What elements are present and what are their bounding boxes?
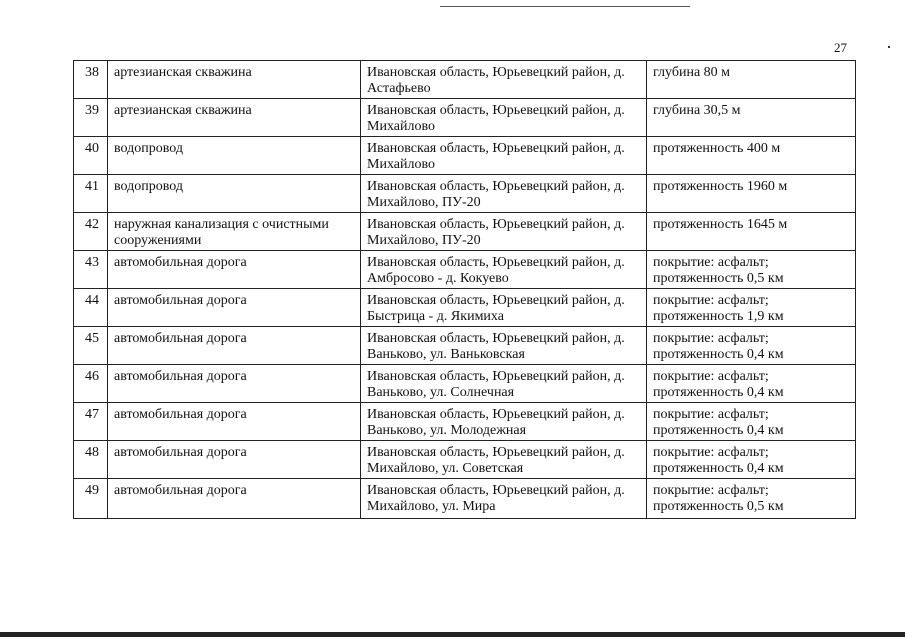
- row-number: 47: [74, 403, 108, 441]
- table-row: [74, 441, 856, 479]
- object-characteristics: покрытие: асфальт; протяженность 0,4 км: [647, 441, 856, 479]
- object-name: автомобильная дорога: [108, 251, 361, 289]
- object-location: Ивановская область, Юрьевецкий район, д. Амбросово - д. Кокуево: [361, 251, 647, 289]
- object-name: автомобильная дорога: [108, 479, 361, 519]
- table-row: [74, 327, 856, 365]
- object-name: автомобильная дорога: [108, 365, 361, 403]
- object-characteristics: покрытие: асфальт; протяженность 1,9 км: [647, 289, 856, 327]
- row-number: 49: [74, 479, 108, 519]
- object-characteristics: покрытие: асфальт; протяженность 0,4 км: [647, 365, 856, 403]
- table-row: [74, 175, 856, 213]
- object-name: артезианская скважина: [108, 61, 361, 99]
- object-location: Ивановская область, Юрьевецкий район, д. Ваньково, ул. Ваньковская: [361, 327, 647, 365]
- table-row: [74, 403, 856, 441]
- object-characteristics: покрытие: асфальт; протяженность 0,5 км: [647, 479, 856, 519]
- object-name: автомобильная дорога: [108, 403, 361, 441]
- object-name: наружная канализация с очистными сооружениями: [108, 213, 361, 251]
- object-location: Ивановская область, Юрьевецкий район, д. Михайлово, ул. Советская: [361, 441, 647, 479]
- row-number: 39: [74, 99, 108, 137]
- table-row: [74, 99, 856, 137]
- row-number: 44: [74, 289, 108, 327]
- table-body: [74, 61, 856, 519]
- property-table: [73, 60, 856, 519]
- object-location: Ивановская область, Юрьевецкий район, д. Быстрица - д. Якимиха: [361, 289, 647, 327]
- bottom-bar: [0, 632, 905, 637]
- table-row: [74, 289, 856, 327]
- table-row: [74, 213, 856, 251]
- object-characteristics: покрытие: асфальт; протяженность 0,4 км: [647, 327, 856, 365]
- object-location: Ивановская область, Юрьевецкий район, д. Ваньково, ул. Солнечная: [361, 365, 647, 403]
- margin-dot: [888, 46, 890, 48]
- object-characteristics: глубина 30,5 м: [647, 99, 856, 137]
- row-number: 38: [74, 61, 108, 99]
- object-location: Ивановская область, Юрьевецкий район, д. Михайлово: [361, 137, 647, 175]
- object-characteristics: глубина 80 м: [647, 61, 856, 99]
- object-name: автомобильная дорога: [108, 327, 361, 365]
- object-name: артезианская скважина: [108, 99, 361, 137]
- table-row: [74, 479, 856, 519]
- top-rule: [440, 6, 690, 7]
- object-name: автомобильная дорога: [108, 289, 361, 327]
- table-row: [74, 61, 856, 99]
- table-row: [74, 137, 856, 175]
- table-row: [74, 251, 856, 289]
- table-row: [74, 365, 856, 403]
- object-characteristics: покрытие: асфальт; протяженность 0,4 км: [647, 403, 856, 441]
- row-number: 41: [74, 175, 108, 213]
- object-name: водопровод: [108, 175, 361, 213]
- row-number: 43: [74, 251, 108, 289]
- row-number: 48: [74, 441, 108, 479]
- row-number: 46: [74, 365, 108, 403]
- object-characteristics: протяженность 400 м: [647, 137, 856, 175]
- row-number: 45: [74, 327, 108, 365]
- object-location: Ивановская область, Юрьевецкий район, д. Михайлово, ПУ-20: [361, 213, 647, 251]
- object-location: Ивановская область, Юрьевецкий район, д. Ваньково, ул. Молодежная: [361, 403, 647, 441]
- row-number: 40: [74, 137, 108, 175]
- object-location: Ивановская область, Юрьевецкий район, д. Михайлово, ПУ-20: [361, 175, 647, 213]
- object-location: Ивановская область, Юрьевецкий район, д. Астафьево: [361, 61, 647, 99]
- object-location: Ивановская область, Юрьевецкий район, д. Михайлово: [361, 99, 647, 137]
- object-location: Ивановская область, Юрьевецкий район, д. Михайлово, ул. Мира: [361, 479, 647, 519]
- page-number: 27: [834, 40, 847, 55]
- object-characteristics: протяженность 1645 м: [647, 213, 856, 251]
- row-number: 42: [74, 213, 108, 251]
- object-characteristics: покрытие: асфальт; протяженность 0,5 км: [647, 251, 856, 289]
- object-characteristics: протяженность 1960 м: [647, 175, 856, 213]
- object-name: автомобильная дорога: [108, 441, 361, 479]
- object-name: водопровод: [108, 137, 361, 175]
